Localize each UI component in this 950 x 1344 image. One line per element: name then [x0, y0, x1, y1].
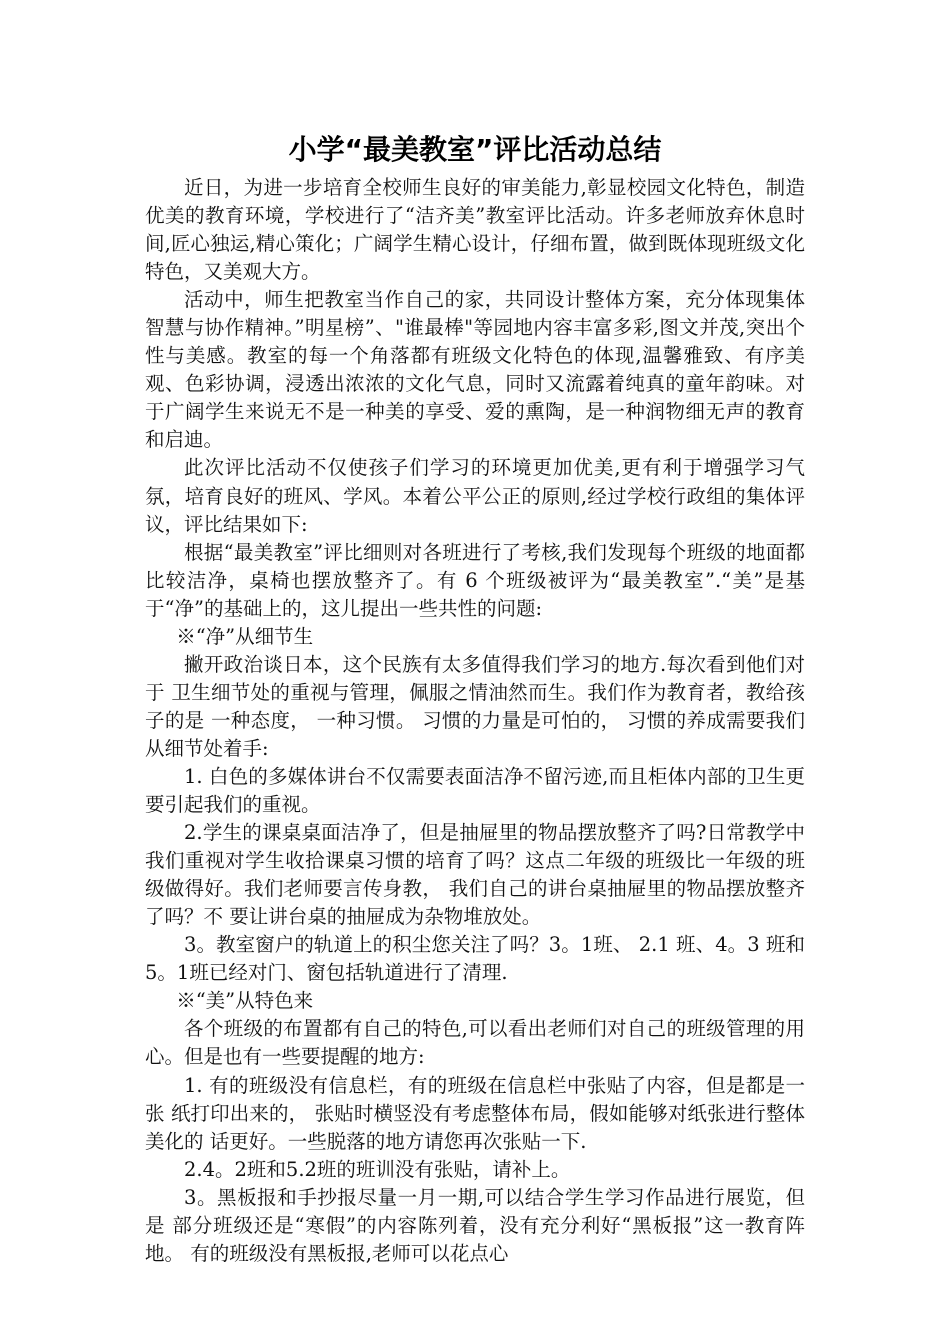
- paragraph-beauty-item-1: 1. 有的班级没有信息栏，有的班级在信息栏中张贴了内容，但是都是一张 纸打印出来的， 张贴时横竖没有考虑整体布局，假如能够对纸张进行整体美化的 话更好。一些脱落的地方请您再次张贴一下.: [145, 1073, 805, 1153]
- paragraph-clean-item-1: 1. 白色的多媒体讲台不仅需要表面洁净不留污迹,而且柜体内部的卫生更要引起我们的重视。: [145, 764, 805, 817]
- paragraph-activity: 活动中，师生把教室当作自己的家，共同设计整体方案，充分体现集体智慧与协作精神。”明星榜”、"谁最棒"等园地内容丰富多彩,图文并茂,突出个性与美感。教室的每一个角落都有班级文化特色的体现,温馨雅致、有序美观、色彩协调，浸透出浓浓的文化气息，同时又流露着纯真的童年韵味。对于广阔学生来说无不是一种美的享受、爱的熏陶，是一种润物细无声的教育和启迪。: [145, 288, 805, 452]
- paragraph-evaluation: 此次评比活动不仅使孩子们学习的环境更加优美,更有利于增强学习气氛，培育良好的班风、学风。本着公平公正的原则,经过学校行政组的集体评议，评比结果如下:: [145, 456, 805, 536]
- paragraph-clean-item-2: 2.学生的课桌桌面洁净了，但是抽屉里的物品摆放整齐了吗?日常教学中我们重视对学生收拾课桌习惯的培育了吗？这点二年级的班级比一年级的班级做得好。我们老师要言传身教， 我们自己的讲台桌抽屉里的物品摆放整齐了吗？不 要让讲台桌的抽屉成为杂物堆放处。: [145, 821, 805, 929]
- paragraph-beauty-item-2: 2.4。2班和5.2班的班训没有张贴，请补上。: [184, 1157, 571, 1181]
- paragraph-results: 根据“最美教室”评比细则对各班进行了考核,我们发现每个班级的地面都比较洁净，桌椅也摆放整齐了。有 6 个班级被评为“最美教室”.“美”是基于“净”的基础上的，这儿提出一些共性的问题:: [145, 540, 805, 620]
- document-body: [145, 174, 805, 1268]
- section-heading-beauty: ※“美”从特色来: [176, 989, 314, 1013]
- section-heading-clean: ※“净”从细节生: [176, 624, 314, 648]
- paragraph-beauty-item-3: 3。黑板报和手抄报尽量一月一期,可以结合学生学习作品进行展览，但是 部分班级还是“寒假”的内容陈列着，没有充分利好“黑板报”这一教育阵地。 有的班级没有黑板报,老师可以花点心: [145, 1185, 805, 1265]
- paragraph-intro: 近日，为进一步培育全校师生良好的审美能力,彰显校园文化特色，制造优美的教育环境，学校进行了“洁齐美”教室评比活动。许多老师放弃休息时间,匠心独运,精心策化；广阔学生精心设计，仔细布置，做到既体现班级文化特色，又美观大方。: [145, 176, 805, 284]
- paragraph-japan: 撇开政治谈日本，这个民族有太多值得我们学习的地方.每次看到他们对于 卫生细节处的重视与管理，佩服之情油然而生。我们作为教育者，教给孩子的是 一种态度， 一种习惯。 习惯的力量是可怕的， 习惯的养成需要我们从细节处着手:: [145, 652, 805, 760]
- document-title: 小学“最美教室”评比活动总结: [288, 133, 662, 166]
- paragraph-clean-item-3: 3。教室窗户的轨道上的积尘您关注了吗？3。1班、 2.1 班、4。3 班和 5。1班已经对门、窗包括轨道进行了清理.: [145, 933, 805, 985]
- paragraph-beauty-intro: 各个班级的布置都有自己的特色,可以看出老师们对自己的班级管理的用 心。但是也有一些要提醒的地方:: [145, 1017, 805, 1069]
